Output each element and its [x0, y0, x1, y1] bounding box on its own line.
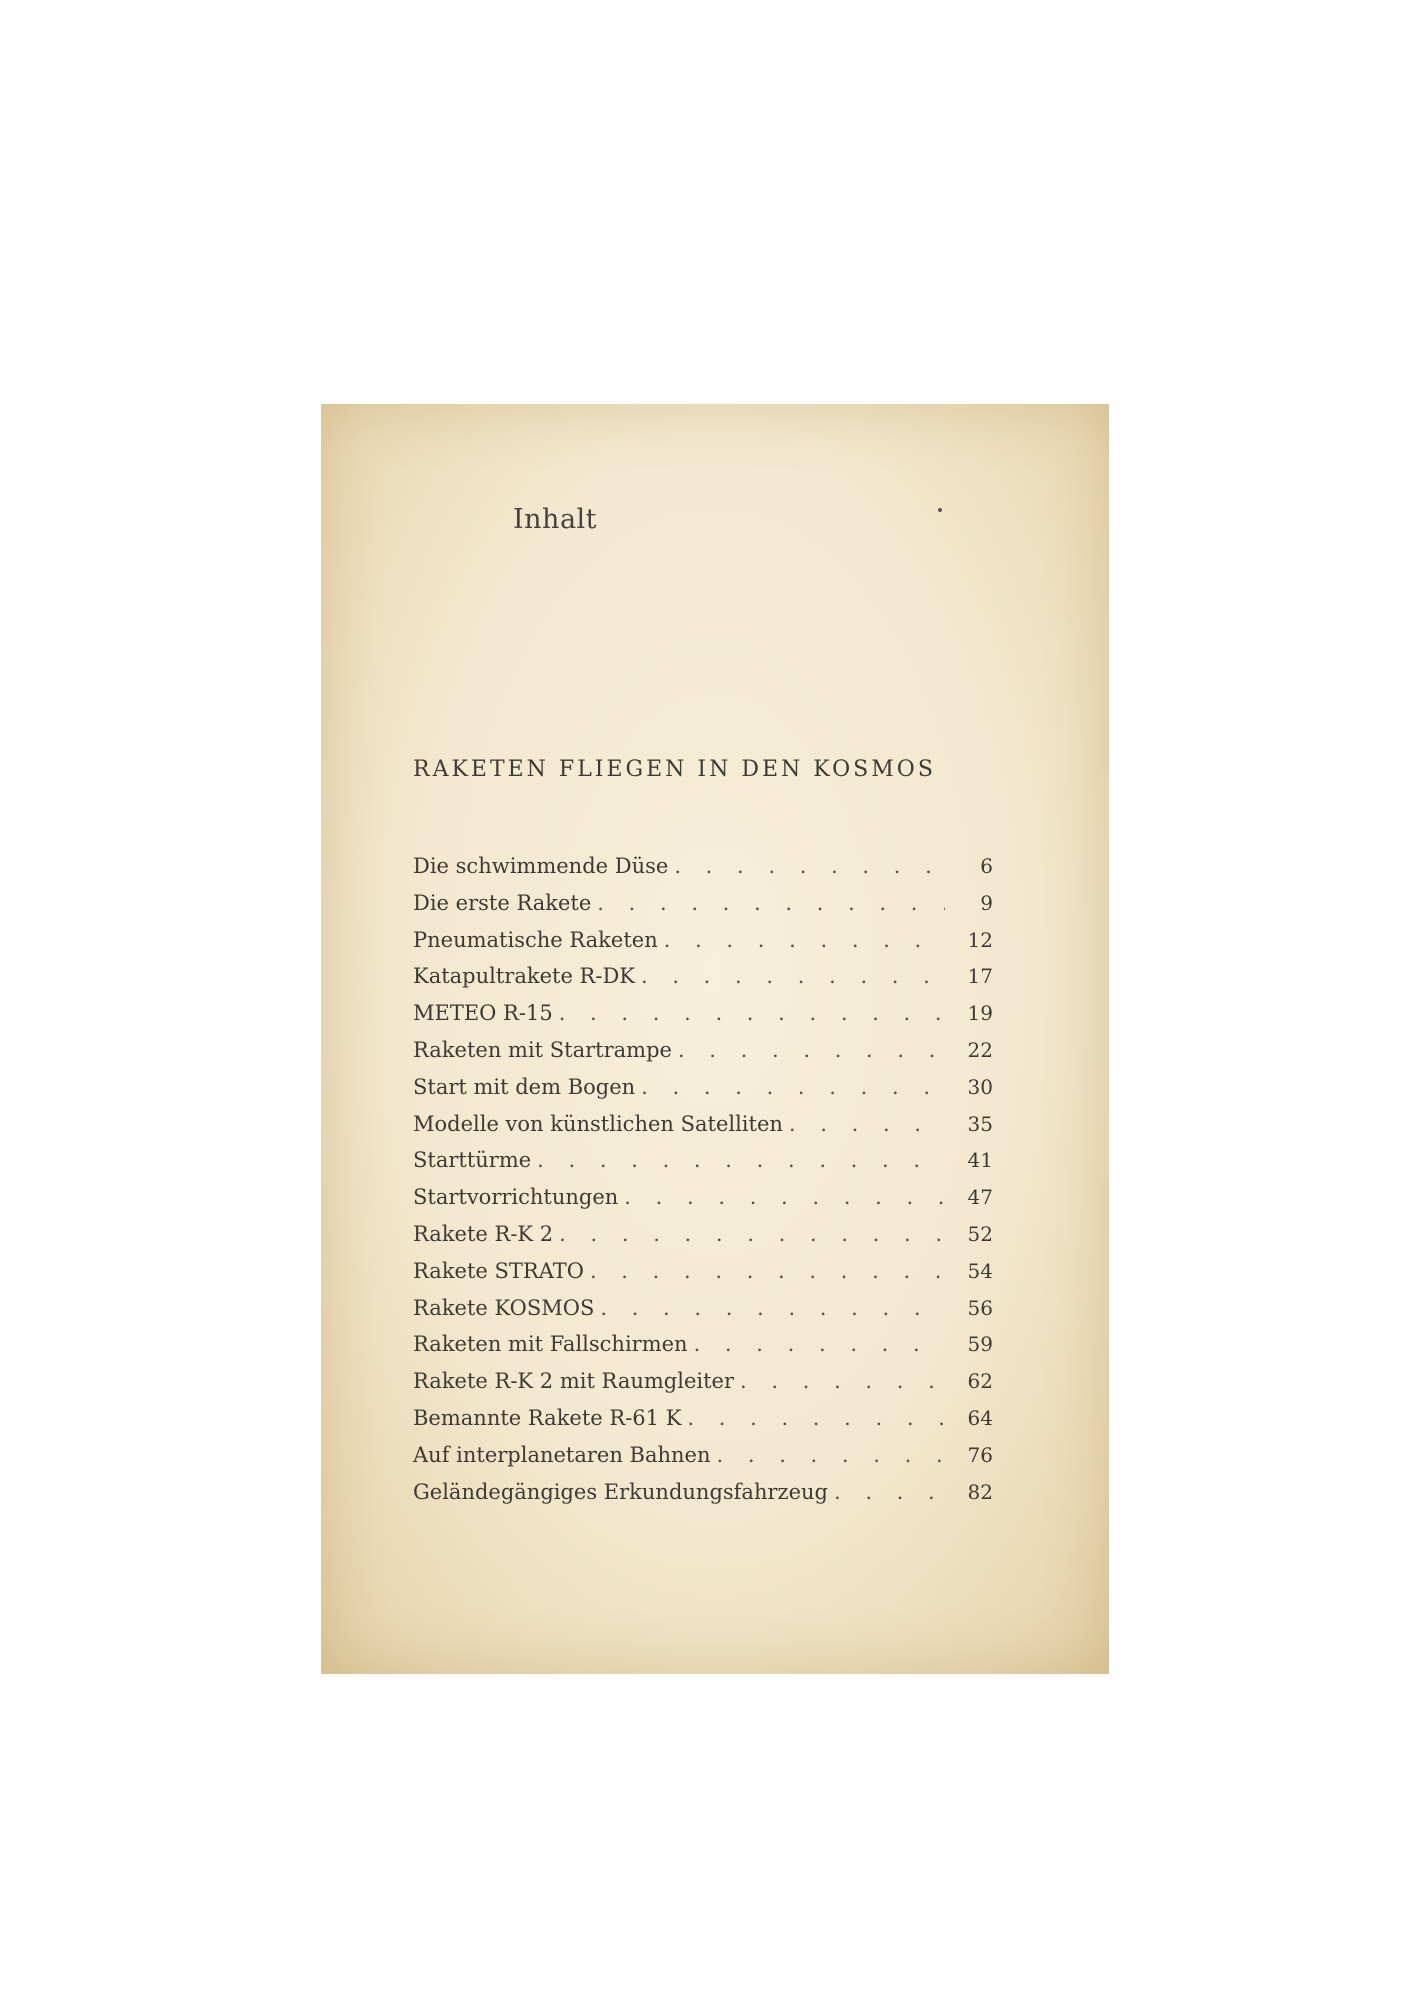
toc-entry-page: 47 — [967, 1185, 993, 1210]
dot-leader — [672, 1038, 945, 1062]
toc-entry — [413, 1406, 993, 1443]
toc-entry — [413, 1443, 993, 1480]
toc-entry — [413, 1259, 993, 1296]
dot-leader — [681, 1406, 945, 1430]
toc-entry — [413, 928, 993, 965]
toc-entry-page: 9 — [980, 890, 993, 915]
toc-entry-page: 41 — [967, 1148, 993, 1173]
toc-entry-title: Auf interplanetaren Bahnen — [413, 1442, 711, 1467]
toc-entry-title: Starttürme — [413, 1148, 532, 1173]
toc-entry — [413, 854, 993, 891]
toc-entry-title: Rakete R-K 2 — [413, 1221, 554, 1246]
toc-entry-title: Katapultrakete R-DK — [413, 964, 635, 989]
toc-entry-title: METEO R-15 — [413, 1001, 553, 1026]
dot-leader — [531, 1148, 945, 1172]
toc-entry-title: Startvorrichtungen — [413, 1185, 619, 1210]
toc-entry — [413, 1480, 993, 1517]
dot-leader — [594, 1296, 945, 1320]
book-page — [321, 404, 1109, 1674]
toc-entry-page: 6 — [980, 854, 993, 878]
toc-entry-page: 76 — [967, 1442, 993, 1467]
toc-entry-page: 62 — [967, 1369, 993, 1394]
toc-entry — [413, 1222, 993, 1259]
ink-speck — [938, 508, 942, 512]
toc-entry — [413, 1075, 993, 1112]
dot-leader — [553, 1001, 945, 1025]
toc-entry-page: 12 — [967, 927, 993, 952]
dot-leader — [828, 1480, 945, 1504]
toc-entry-title: Start mit dem Bogen — [413, 1074, 636, 1099]
section-title: RAKETEN FLIEGEN IN DEN KOSMOS — [413, 757, 936, 782]
dot-leader — [635, 1075, 945, 1099]
dot-leader — [711, 1443, 946, 1467]
dot-leader — [618, 1185, 945, 1209]
toc-entry — [413, 1296, 993, 1333]
toc-entry — [413, 964, 993, 1001]
toc-entry-page: 17 — [967, 964, 993, 989]
dot-leader — [668, 854, 945, 878]
dot-leader — [688, 1332, 945, 1356]
toc-entry-page: 22 — [967, 1037, 993, 1062]
toc-entry-title: Raketen mit Startrampe — [413, 1037, 672, 1062]
page-heading: Inhalt — [513, 504, 598, 535]
toc-entry-title: Geländegängiges Erkundungsfahrzeug — [413, 1479, 828, 1504]
toc-entry-title: Rakete KOSMOS — [413, 1295, 595, 1320]
toc-entry-page: 19 — [967, 1001, 993, 1026]
toc-entry-page: 52 — [967, 1221, 993, 1246]
toc-entry — [413, 1001, 993, 1038]
toc-entry-title: Die schwimmende Düse — [413, 854, 669, 878]
dot-leader — [591, 891, 945, 915]
toc-entry-page: 64 — [967, 1405, 993, 1430]
toc-entry-title: Die erste Rakete — [413, 890, 592, 915]
dot-leader — [635, 964, 945, 988]
dot-leader — [658, 928, 945, 952]
toc-entry — [413, 1369, 993, 1406]
toc-entry — [413, 891, 993, 928]
dot-leader — [553, 1222, 945, 1246]
toc-entry-page: 30 — [967, 1074, 993, 1099]
toc-entry-page: 54 — [967, 1258, 993, 1283]
toc-entry-title: Rakete STRATO — [413, 1258, 584, 1283]
toc-entry-page: 56 — [967, 1295, 993, 1320]
toc-entry-title: Modelle von künstlichen Satelliten — [413, 1111, 783, 1136]
table-of-contents — [413, 854, 993, 1516]
dot-leader — [783, 1112, 945, 1136]
toc-entry — [413, 1332, 993, 1369]
toc-entry — [413, 1148, 993, 1185]
toc-entry-title: Raketen mit Fallschirmen — [413, 1332, 688, 1357]
toc-entry-page: 59 — [967, 1332, 993, 1357]
toc-entry — [413, 1038, 993, 1075]
dot-leader — [584, 1259, 945, 1283]
toc-entry-page: 82 — [967, 1479, 993, 1504]
toc-entry-title: Rakete R-K 2 mit Raumgleiter — [413, 1369, 735, 1394]
toc-entry — [413, 1185, 993, 1222]
toc-entry-title: Bemannte Rakete R-61 K — [413, 1405, 682, 1430]
dot-leader — [734, 1369, 945, 1393]
toc-entry-title: Pneumatische Raketen — [413, 927, 658, 952]
toc-entry-page: 35 — [967, 1111, 993, 1136]
toc-entry — [413, 1112, 993, 1149]
